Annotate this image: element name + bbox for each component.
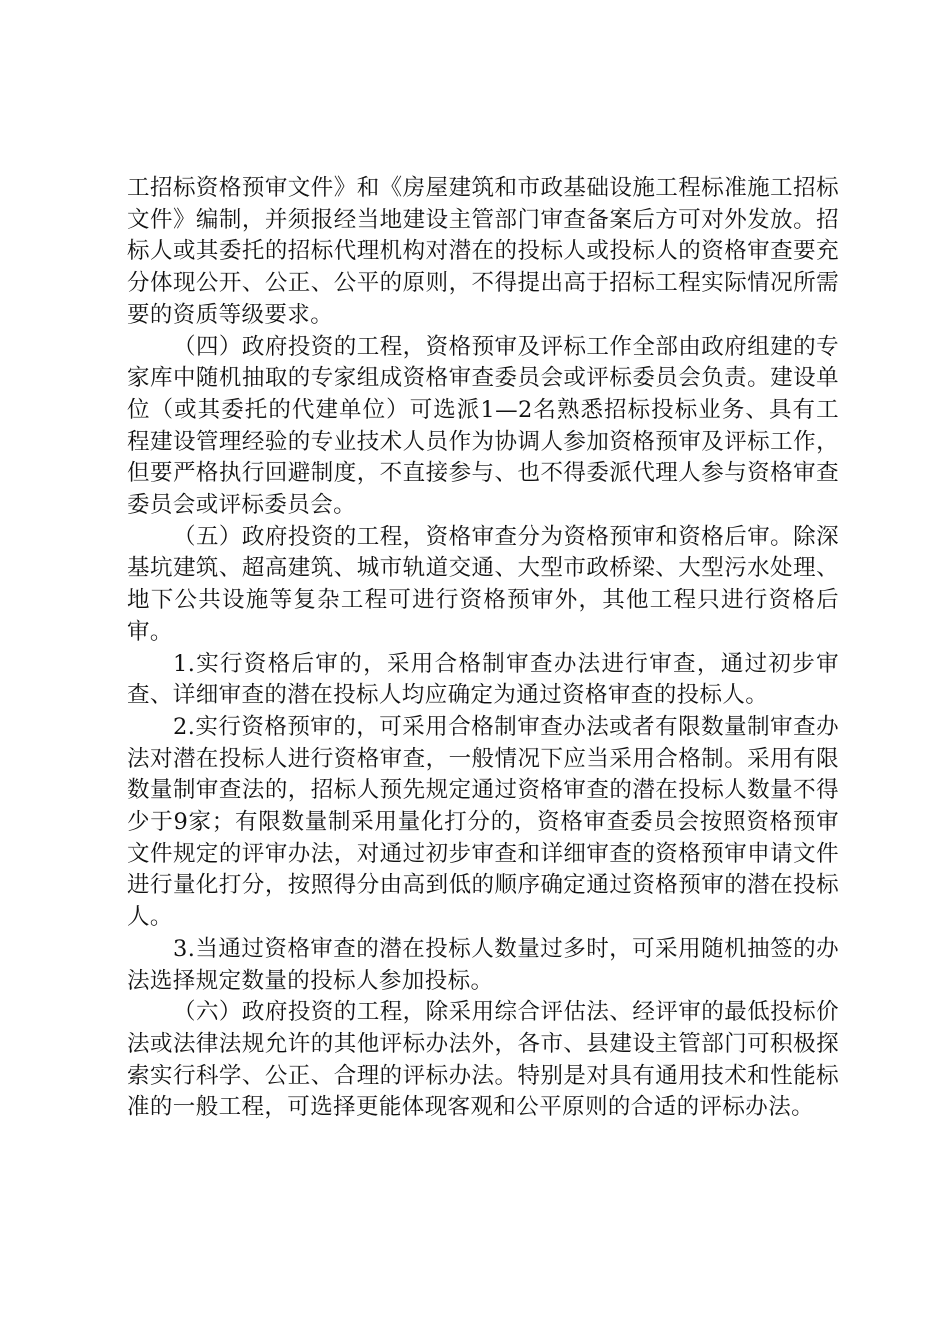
paragraph-item-4: （四）政府投资的工程，资格预审及评标工作全部由政府组建的专家库中随机抽取的专家组成资格审查委员会或评标委员会负责。建设单位（或其委托的代建单位）可选派1—2名熟悉招标投标业务、具有工程建设管理经验的专业技术人员作为协调人参加资格预审及评标工作，但要严格执行回避制度，不直接参与、也不得委派代理人参与资格审查委员会或评标委员会。	[127, 333, 839, 519]
paragraph-item-6: （六）政府投资的工程，除采用综合评估法、经评审的最低投标价法或法律法规允许的其他评标办法外，各市、县建设主管部门可积极探索实行科学、公正、合理的评标办法。特别是对具有通用技术和性能标准的一般工程，可选择更能体现客观和公平原则的合适的评标办法。	[127, 999, 839, 1121]
paragraph-continuation: 工招标资格预审文件》和《房屋建筑和市政基础设施工程标准施工招标文件》编制，并须报经当地建设主管部门审查备案后方可对外发放。招标人或其委托的招标代理机构对潜在的投标人或投标人的资格审查要充分体现公开、公正、公平的原则，不得提出高于招标工程实际情况所需要的资质等级要求。	[127, 175, 839, 328]
paragraph-subitem-3: 3.当通过资格审查的潜在投标人数量过多时，可采用随机抽签的办法选择规定数量的投标人参加投标。	[127, 935, 839, 994]
paragraph-item-5: （五）政府投资的工程，资格审查分为资格预审和资格后审。除深基坑建筑、超高建筑、城市轨道交通、大型市政桥梁、大型污水处理、地下公共设施等复杂工程可进行资格预审外，其他工程只进行资格后审。	[127, 523, 839, 645]
document-page	[127, 173, 839, 1124]
paragraph-subitem-1: 1.实行资格后审的，采用合格制审查办法进行审查，通过初步审查、详细审查的潜在投标人均应确定为通过资格审查的投标人。	[127, 650, 839, 709]
paragraph-subitem-2: 2.实行资格预审的，可采用合格制审查办法或者有限数量制审查办法对潜在投标人进行资格审查，一般情况下应当采用合格制。采用有限数量制审查法的，招标人预先规定通过资格审查的潜在投标人数量不得少于9家；有限数量制采用量化打分的，资格审查委员会按照资格预审文件规定的评审办法，对通过初步审查和详细审查的资格预审申请文件进行量化打分，按照得分由高到低的顺序确定通过资格预审的潜在投标人。	[127, 713, 839, 931]
